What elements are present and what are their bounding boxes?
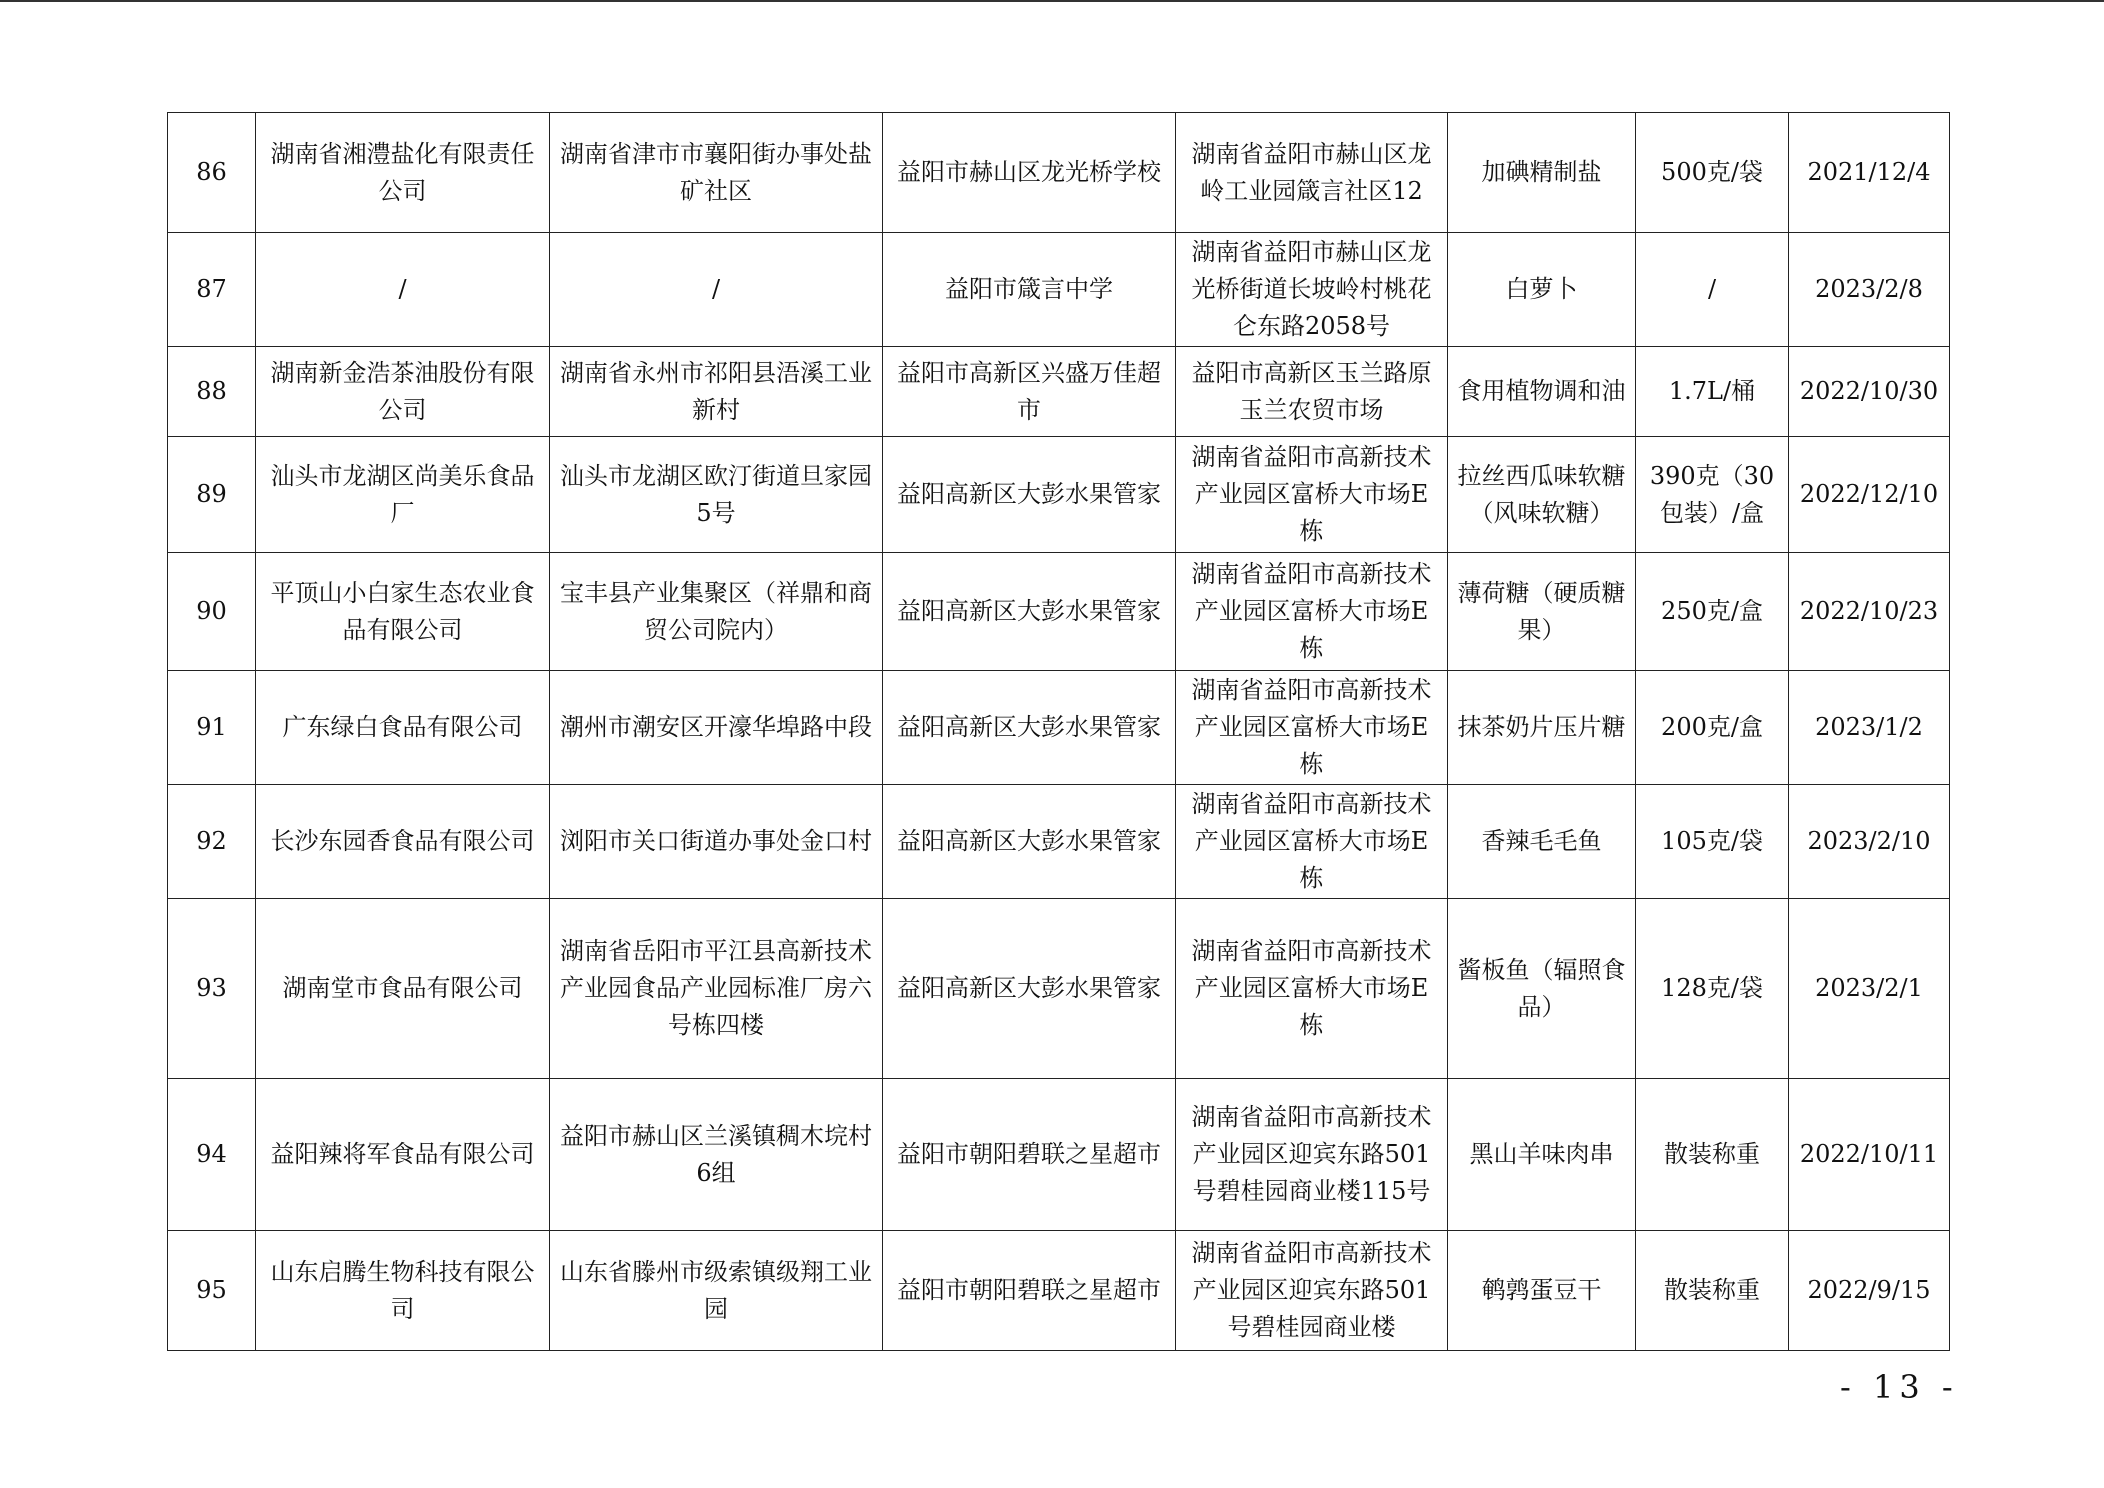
table-row [168,899,1950,1079]
sampled-address: 湖南省益阳市高新技术产业园区富桥大市场E栋 [1176,671,1448,785]
product-name: 白萝卜 [1448,233,1636,347]
table-row [168,233,1950,347]
production-date: 2022/9/15 [1789,1231,1950,1351]
product-name: 鹌鹑蛋豆干 [1448,1231,1636,1351]
production-date: 2022/10/23 [1789,553,1950,671]
producer-address: 山东省滕州市级索镇级翔工业园 [550,1231,883,1351]
producer-address: 浏阳市关口街道办事处金口村 [550,785,883,899]
product-name: 抹茶奶片压片糖 [1448,671,1636,785]
sampled-unit: 益阳市赫山区龙光桥学校 [883,113,1176,233]
sampled-address: 湖南省益阳市高新技术产业园区迎宾东路501号碧桂园商业楼 [1176,1231,1448,1351]
production-date: 2022/10/30 [1789,347,1950,437]
product-spec: 128克/袋 [1636,899,1789,1079]
producer-address: 湖南省津市市襄阳街办事处盐矿社区 [550,113,883,233]
table-row [168,671,1950,785]
table-row [168,1079,1950,1231]
sampled-unit: 益阳高新区大彭水果管家 [883,785,1176,899]
product-spec: 散装称重 [1636,1231,1789,1351]
row-number: 88 [168,347,256,437]
table-row [168,437,1950,553]
table-row [168,785,1950,899]
product-name: 薄荷糖（硬质糖果） [1448,553,1636,671]
producer-name: 湖南省湘澧盐化有限责任公司 [256,113,550,233]
production-date: 2021/12/4 [1789,113,1950,233]
product-spec: 105克/袋 [1636,785,1789,899]
sampling-results-table [167,112,1950,1351]
product-name: 加碘精制盐 [1448,113,1636,233]
product-name: 食用植物调和油 [1448,347,1636,437]
producer-address: 湖南省永州市祁阳县浯溪工业新村 [550,347,883,437]
row-number: 90 [168,553,256,671]
product-spec: 200克/盒 [1636,671,1789,785]
sampled-address: 益阳市高新区玉兰路原玉兰农贸市场 [1176,347,1448,437]
producer-name: 山东启腾生物科技有限公司 [256,1231,550,1351]
producer-name: 湖南堂市食品有限公司 [256,899,550,1079]
production-date: 2023/2/1 [1789,899,1950,1079]
row-number: 94 [168,1079,256,1231]
production-date: 2023/2/8 [1789,233,1950,347]
product-spec: 1.7L/桶 [1636,347,1789,437]
producer-name: 汕头市龙湖区尚美乐食品厂 [256,437,550,553]
sampled-unit: 益阳高新区大彭水果管家 [883,899,1176,1079]
product-spec: 500克/袋 [1636,113,1789,233]
product-name: 拉丝西瓜味软糖（风味软糖） [1448,437,1636,553]
product-spec: 250克/盒 [1636,553,1789,671]
sampled-address: 湖南省益阳市高新技术产业园区富桥大市场E栋 [1176,553,1448,671]
top-rule [0,0,2104,2]
row-number: 95 [168,1231,256,1351]
table-row [168,1231,1950,1351]
product-name: 酱板鱼（辐照食品） [1448,899,1636,1079]
sampled-address: 湖南省益阳市高新技术产业园区富桥大市场E栋 [1176,785,1448,899]
producer-name: 益阳辣将军食品有限公司 [256,1079,550,1231]
producer-name: 平顶山小白家生态农业食品有限公司 [256,553,550,671]
producer-address: 益阳市赫山区兰溪镇稠木垸村6组 [550,1079,883,1231]
product-spec: / [1636,233,1789,347]
product-spec: 390克（30包装）/盒 [1636,437,1789,553]
producer-name: / [256,233,550,347]
producer-address: 潮州市潮安区开濠华埠路中段 [550,671,883,785]
production-date: 2023/2/10 [1789,785,1950,899]
sampled-address: 湖南省益阳市高新技术产业园区富桥大市场E栋 [1176,899,1448,1079]
producer-address: / [550,233,883,347]
row-number: 91 [168,671,256,785]
sampled-unit: 益阳高新区大彭水果管家 [883,553,1176,671]
product-name: 黑山羊味肉串 [1448,1079,1636,1231]
producer-address: 湖南省岳阳市平江县高新技术产业园食品产业园标准厂房六号栋四楼 [550,899,883,1079]
producer-name: 长沙东园香食品有限公司 [256,785,550,899]
production-date: 2023/1/2 [1789,671,1950,785]
row-number: 87 [168,233,256,347]
page-number: - 13 - [1840,1368,1959,1406]
production-date: 2022/12/10 [1789,437,1950,553]
row-number: 86 [168,113,256,233]
sampled-address: 湖南省益阳市高新技术产业园区富桥大市场E栋 [1176,437,1448,553]
table-row [168,347,1950,437]
producer-address: 汕头市龙湖区欧汀街道旦家园5号 [550,437,883,553]
sampled-unit: 益阳市箴言中学 [883,233,1176,347]
product-spec: 散装称重 [1636,1079,1789,1231]
row-number: 93 [168,899,256,1079]
producer-address: 宝丰县产业集聚区（祥鼎和商贸公司院内） [550,553,883,671]
sampled-unit: 益阳高新区大彭水果管家 [883,671,1176,785]
sampled-address: 湖南省益阳市高新技术产业园区迎宾东路501号碧桂园商业楼115号 [1176,1079,1448,1231]
sampled-unit: 益阳市朝阳碧联之星超市 [883,1079,1176,1231]
producer-name: 广东绿白食品有限公司 [256,671,550,785]
sampled-unit: 益阳市高新区兴盛万佳超市 [883,347,1176,437]
producer-name: 湖南新金浩茶油股份有限公司 [256,347,550,437]
table-row [168,113,1950,233]
row-number: 89 [168,437,256,553]
table-row [168,553,1950,671]
sampled-unit: 益阳市朝阳碧联之星超市 [883,1231,1176,1351]
sampled-unit: 益阳高新区大彭水果管家 [883,437,1176,553]
sampled-address: 湖南省益阳市赫山区龙光桥街道长坡岭村桃花仑东路2058号 [1176,233,1448,347]
production-date: 2022/10/11 [1789,1079,1950,1231]
sampled-address: 湖南省益阳市赫山区龙岭工业园箴言社区12 [1176,113,1448,233]
product-name: 香辣毛毛鱼 [1448,785,1636,899]
row-number: 92 [168,785,256,899]
